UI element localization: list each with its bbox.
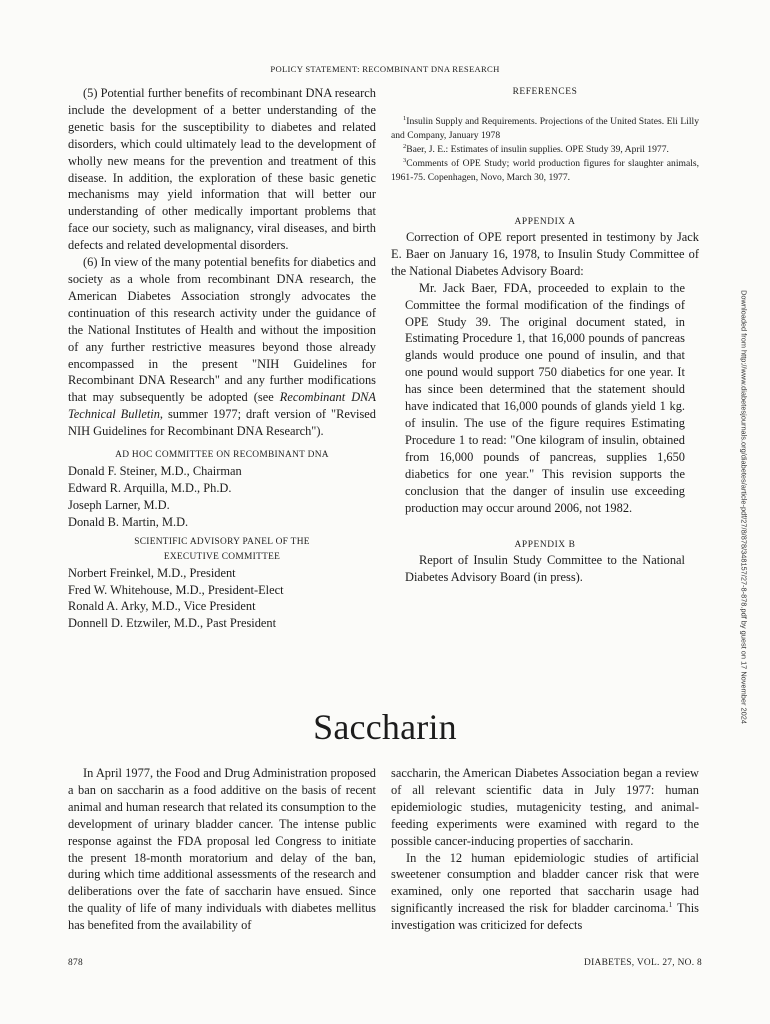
references-heading: REFERENCES xyxy=(512,87,578,97)
committee-member: Donald B. Martin, M.D. xyxy=(68,514,189,529)
panel-member: Norbert Freinkel, M.D., President xyxy=(68,565,236,580)
saccharin-paragraph: In April 1977, the Food and Drug Administration proposed a ban on saccharin as a food additive on the basis of recent animal and human research that related its consumption to the development of urinary bladder cancer. The intense public response against the FDA proposal led Congress to initiate the present 18-month moratorium and delay of the ban, during which time additional assessments of the research and deliberations over the fate of saccharin have ensued. Since the quality of life of many individuals with diabetes mellitus has benefited from the availability of xyxy=(68,766,376,933)
reference-item: $^1$Insulin Supply and Requirements. Projections of the United States. Eli Lilly and Company, January 1978 xyxy=(391,114,699,141)
panel-title-line-2: EXECUTIVE COMMITTEE xyxy=(163,551,281,562)
paragraph-6 xyxy=(68,254,376,440)
panel-member: Ronald A. Arky, M.D., Vice President xyxy=(68,599,256,614)
technical-bulletin-title: Recombinant DNA Technical Bulletin xyxy=(68,390,376,422)
saccharin-paragraph: In the 12 human epidemiologic studies of artificial sweetener consumption and bladder cancer risk that were examined, only one reported that saccharin usage had significantly increased the risk for bladder carcinoma.$^1$ This investigation was criticized for defects xyxy=(391,850,699,933)
paragraph-6-text-a: (6) In view of the many potential benefits for diabetics and society as a whole from recombinant DNA research, the American Diabetes Association strongly advocates the continuation of this research activity under the guidance of the National Institutes of Health and without the imposition of any further restrictive measures beyond those already encompassed in the present "NIH Guidelines for Recombinant DNA Research" and any further modifications that may subsequently be adopted (see xyxy=(68,255,376,405)
saccharin-right-column xyxy=(391,765,699,934)
appendix-a-quote: Mr. Jack Baer, FDA, proceeded to explain to the Committee the formal modification of the findings of OPE Study 39. The original document stated, in Estimating Procedure 1, that 16,000 pounds of pancreas glands would produce one pound of insulin, and that one pound would support 750 diabetics for one year. It has since been determined that the statement should have indicated that 16,000 pounds of glands yield 1 kg. of insulin. The use of the figure requires Estimating Procedure 1 to read: "One kilogram of insulin, obtained from 16,000 pounds of pancreas, supplies 1,650 diabetics for one year." This revision supports the conclusion that the danger of insulin use exceeding production may occur around 2006, not 1982. xyxy=(405,280,685,515)
reference-item: $^2$Baer, J. E.: Estimates of insulin supplies. OPE Study 39, April 1977. xyxy=(403,142,669,155)
appendix-a-intro: Correction of OPE report presented in testimony by Jack E. Baer on January 16, 1978, to Insulin Study Committee of the National Diabetes Advisory Board: xyxy=(391,230,699,278)
committee-title: AD HOC COMMITTEE ON RECOMBINANT DNA xyxy=(115,450,329,461)
appendix-a-heading: APPENDIX A xyxy=(514,217,576,227)
committee-member: Donald F. Steiner, M.D., Chairman xyxy=(68,464,242,479)
footnote-marker: 1 xyxy=(668,900,673,910)
right-column xyxy=(391,85,699,586)
appendix-b-text: Report of Insulin Study Committee to the National Diabetes Advisory Board (in press). xyxy=(405,553,685,585)
reference-item: $^3$Comments of OPE Study; world production figures for slaughter animals, 1961-75. Copenhagen, Novo, March 30, 1977. xyxy=(391,156,699,183)
committee-member: Edward R. Arquilla, M.D., Ph.D. xyxy=(68,480,232,495)
saccharin-left-column xyxy=(68,765,376,934)
panel-member: Fred W. Whitehouse, M.D., President-Elect xyxy=(68,582,284,597)
saccharin-paragraph: saccharin, the American Diabetes Association began a review of all relevant scientific data in July 1977: human epidemiologic studies, mutagenicity testing, and animal-feeding experiments were examined with regard to the possible cancer-inducing properties of saccharin. xyxy=(391,766,699,848)
paragraph-5: (5) Potential further benefits of recombinant DNA research include the development of a better understanding of the genetic basis for the susceptibility to diabetes and related disorders, which could ultimately lead to the development of wholly new means for the prevention and treatment of this disease. In addition, the exploration of these basic genetic mechanisms may yield information that will better our understanding of other medically important problems that face our society, such as malignancy, viral diseases, and birth defects and related developmental disorders. xyxy=(68,86,376,253)
section-title: Saccharin xyxy=(313,707,457,747)
panel-title-line-1: SCIENTIFIC ADVISORY PANEL OF THE xyxy=(134,536,310,547)
panel-member: Donnell D. Etzwiler, M.D., Past President xyxy=(68,616,277,631)
appendix-b-heading: APPENDIX B xyxy=(514,540,576,551)
running-head: POLICY STATEMENT: RECOMBINANT DNA RESEARCH xyxy=(270,64,500,74)
reference-list xyxy=(391,115,699,185)
left-column xyxy=(68,85,376,632)
committee-member: Joseph Larner, M.D. xyxy=(68,497,170,512)
journal-issue: DIABETES, VOL. 27, NO. 8 xyxy=(584,958,702,968)
page-number: 878 xyxy=(68,958,83,968)
download-watermark xyxy=(738,272,750,742)
download-watermark-text: Downloaded from http://www.diabetesjournals.org/diabetes/article-pdf/27/8/878/348157/27-8-878.pdf by guest on 17 November 2024 xyxy=(739,290,749,724)
paragraph-6-text-b: , summer 1977; draft version of "Revised NIH Guidelines for Recombinant DNA Research"). xyxy=(68,407,376,439)
